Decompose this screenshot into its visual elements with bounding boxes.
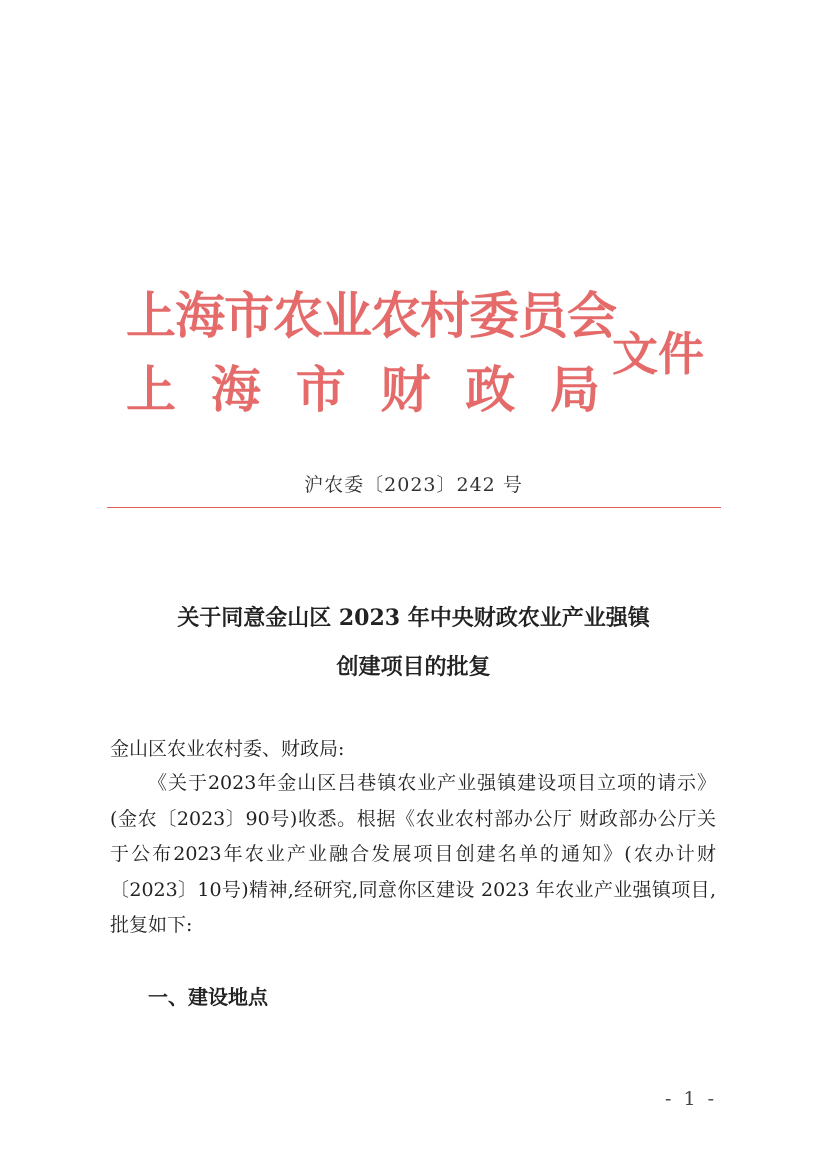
issuer-suffix-document: 文件 bbox=[612, 327, 704, 381]
issuer-char: 局 bbox=[549, 360, 600, 419]
issuer-char: 上 bbox=[126, 360, 176, 419]
section-heading: 一、建设地点 bbox=[148, 985, 268, 1009]
issuer-char: 市 bbox=[295, 360, 346, 419]
page-number: - 1 - bbox=[665, 1088, 718, 1110]
body-paragraph: 《关于2023年金山区吕巷镇农业产业强镇建设项目立项的请示》(金农〔2023〕90号)收悉。根据《农业农村部办公厅 财政部办公厅关于公布2023年农业产业融合发展项目创建名单的通知》(农办计财〔2023〕10号)精神,经研究,同意你区建设 2023 年农业产业强镇项目,批复如下: bbox=[110, 772, 716, 936]
issuer-char: 政 bbox=[465, 360, 516, 419]
issuer-char: 海 bbox=[210, 360, 261, 419]
issuer-name-agriculture-committee: 上海市农业农村委员会 bbox=[126, 286, 616, 345]
document-title-line-2: 创建项目的批复 bbox=[336, 654, 491, 680]
issuer-char: 财 bbox=[380, 360, 431, 419]
red-separator-line bbox=[107, 507, 721, 508]
document-title-line-1: 关于同意金山区 2023 年中央财政农业产业强镇 bbox=[177, 605, 650, 631]
addressee: 金山区农业农村委、财政局: bbox=[110, 738, 345, 760]
issuer-name-finance-bureau bbox=[126, 350, 600, 422]
document-number: 沪农委〔2023〕242 号 bbox=[304, 474, 523, 496]
